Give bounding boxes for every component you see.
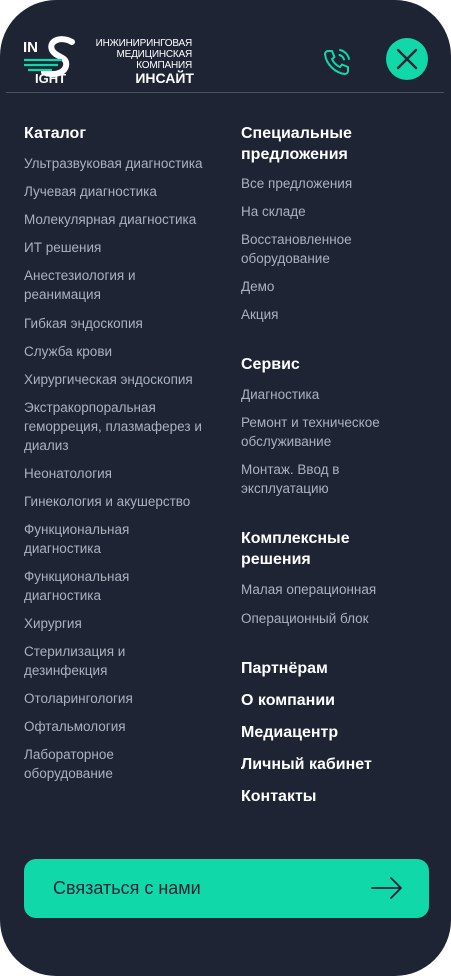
offers-item-demo[interactable]: Демо (241, 279, 275, 294)
link-partners[interactable]: Партнёрам (241, 660, 328, 677)
catalog-item-functional-diagnostics-2[interactable]: Функциональная диагностика (24, 569, 130, 603)
complex-item-small-or[interactable]: Малая операционная (241, 582, 377, 597)
catalog-item-gynecology[interactable]: Гинекология и акушерство (24, 494, 191, 509)
catalog-heading[interactable]: Каталог (24, 125, 86, 142)
logo-line-1: ИНЖИНИРИНГОВАЯ (95, 38, 192, 49)
logo-line-2: МЕДИЦИНСКАЯ (116, 49, 192, 60)
offers-heading[interactable]: Специальные предложения (241, 125, 352, 163)
catalog-item-laboratory[interactable]: Лабораторное оборудование (24, 747, 114, 781)
catalog-item-molecular[interactable]: Молекулярная диагностика (24, 212, 197, 227)
catalog-item-ophthalmology[interactable]: Офтальмология (24, 719, 126, 734)
catalog-item-functional-diagnostics[interactable]: Функциональная диагностика (24, 522, 130, 556)
arrow-right-icon (371, 876, 403, 900)
logo-text (70, 38, 192, 71)
phone-icon (322, 47, 352, 77)
catalog-item-ultrasound[interactable]: Ультразвуковая диагностика (24, 156, 203, 171)
offers-item-in-stock[interactable]: На складе (241, 204, 306, 219)
link-contacts[interactable]: Контакты (241, 788, 317, 805)
catalog-item-surgery[interactable]: Хирургия (24, 616, 82, 631)
catalog-item-blood-service[interactable]: Служба крови (24, 344, 113, 359)
logo-mark (22, 36, 76, 86)
logo-letters-bottom: IGHT (35, 71, 67, 86)
phone-button[interactable] (322, 47, 352, 77)
company-logo[interactable] (22, 36, 194, 86)
contact-us-label: Связаться с нами (53, 878, 201, 898)
service-item-installation[interactable]: Монтаж. Ввод в эксплуатацию (241, 462, 340, 496)
logo-line-3: КОМПАНИЯ (136, 60, 192, 71)
service-item-diagnostics[interactable]: Диагностика (241, 387, 320, 402)
service-item-repair[interactable]: Ремонт и техническое обслуживание (241, 415, 380, 449)
complex-item-or-block[interactable]: Операционный блок (241, 611, 369, 626)
complex-heading[interactable]: Комплексные решения (241, 530, 350, 568)
offers-item-all[interactable]: Все предложения (241, 176, 353, 191)
link-media[interactable]: Медиацентр (241, 724, 339, 741)
offers-item-promo[interactable]: Акция (241, 307, 279, 322)
svg-text:IN: IN (23, 39, 38, 56)
link-about[interactable]: О компании (241, 692, 335, 709)
catalog-item-it[interactable]: ИТ решения (24, 240, 102, 255)
catalog-item-otolaryngology[interactable]: Отоларингология (24, 691, 133, 706)
service-heading[interactable]: Сервис (241, 356, 300, 373)
catalog-item-sterilization[interactable]: Стерилизация и дезинфекция (24, 644, 126, 678)
header-divider (6, 92, 444, 93)
catalog-item-extracorporeal[interactable]: Экстракорпоральная геморреция, плазмаферез и диализ (24, 400, 202, 453)
catalog-item-flexible-endoscopy[interactable]: Гибкая эндоскопия (24, 316, 143, 331)
catalog-item-neonatology[interactable]: Неонатология (24, 466, 112, 481)
contact-us-button[interactable] (24, 859, 429, 918)
catalog-item-radiology[interactable]: Лучевая диагностика (24, 184, 157, 199)
offers-item-refurbished[interactable]: Восстановленное оборудование (241, 232, 352, 266)
catalog-item-anesthesiology[interactable]: Анестезиология и реанимация (24, 268, 136, 302)
catalog-item-surgical-endoscopy[interactable]: Хирургическая эндоскопия (24, 372, 193, 387)
close-button[interactable] (386, 38, 428, 80)
close-icon (386, 38, 428, 80)
logo-brand: ИНСАЙТ (135, 70, 194, 86)
link-account[interactable]: Личный кабинет (241, 756, 372, 773)
